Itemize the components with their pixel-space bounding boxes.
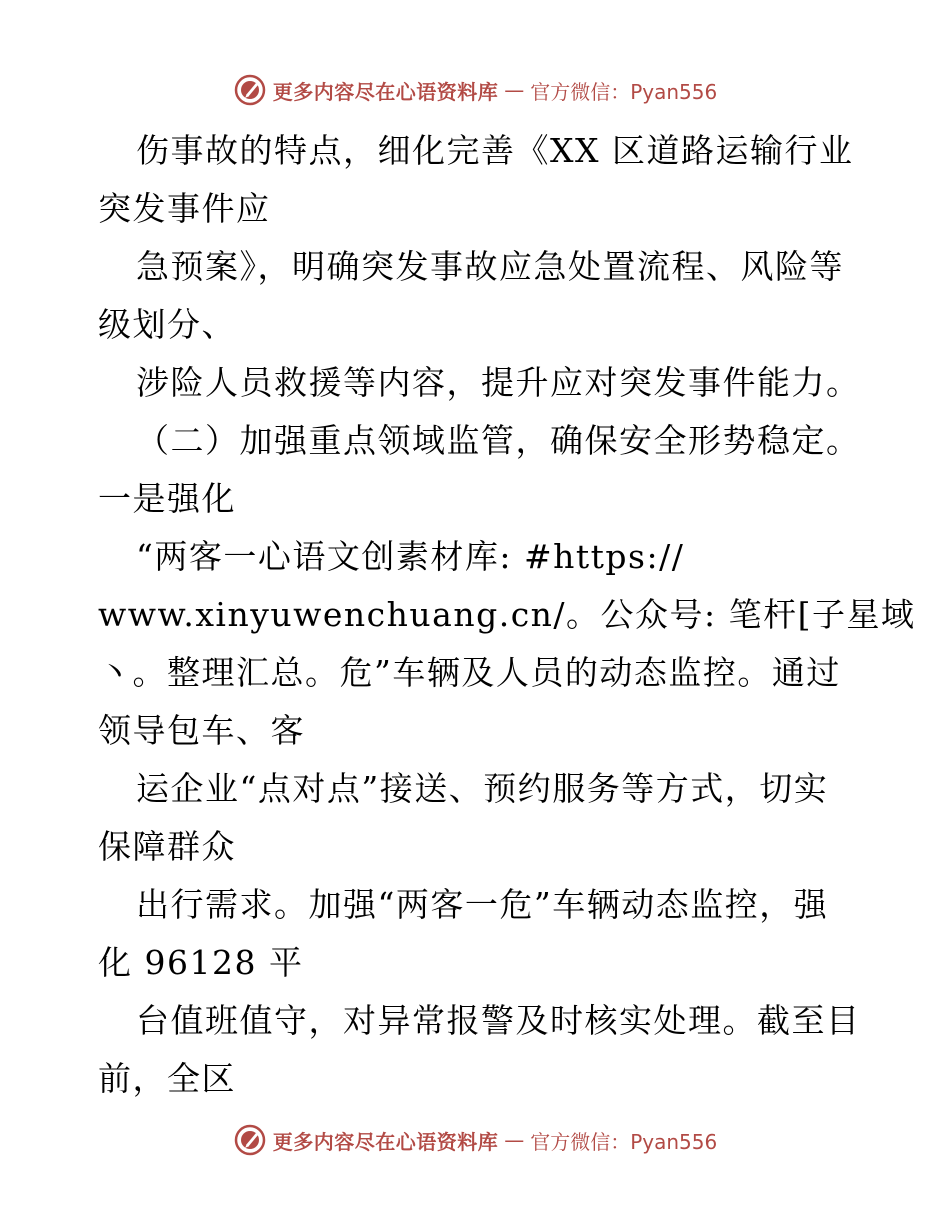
text-line: 涉险人员救援等内容，提升应对突发事件能力。 (136, 363, 861, 402)
text-line: 领导包车、客 (98, 711, 305, 750)
pen-nib-logo-icon (233, 1123, 267, 1157)
text-line: 级划分、 (98, 305, 236, 344)
document-body (98, 122, 916, 1108)
banner-contact: 官方微信：Pyan556 (530, 1129, 718, 1154)
footer-banner (0, 1120, 950, 1160)
text-line: 一是强化 (98, 479, 236, 518)
text-line: “两客一心语文创素材库: #https:// (136, 537, 685, 576)
text-line: 运企业“点对点”接送、预约服务等方式，切实 (136, 769, 829, 808)
text-line: 前，全区 (98, 1059, 236, 1098)
banner-separator: — (504, 78, 525, 102)
text-line: 伤事故的特点，细化完善《XX 区道路运输行业 (136, 131, 854, 170)
banner-contact: 官方微信：Pyan556 (530, 79, 718, 104)
section-heading-line: （二）加强重点领域监管，确保安全形势稳定。 (136, 421, 861, 460)
text-line: www.xinyuwenchuang.cn/。公众号: 笔杆[子星域 (98, 595, 916, 634)
banner-separator: — (504, 1128, 525, 1152)
text-line: 突发事件应 (98, 189, 271, 228)
text-line: 保障群众 (98, 827, 236, 866)
text-line: 丶。整理汇总。危”车辆及人员的动态监控。通过 (98, 653, 841, 692)
text-line: 出行需求。加强“两客一危”车辆动态监控，强 (136, 885, 829, 924)
pen-nib-logo-icon (233, 73, 267, 107)
text-line: 台值班值守，对异常报警及时核实处理。截至目 (136, 1001, 861, 1040)
text-line: 急预案》，明确突发事故应急处置流程、风险等 (136, 247, 844, 286)
header-banner (0, 70, 950, 110)
banner-title: 更多内容尽在心语资料库 (272, 1129, 499, 1154)
text-line: 化 96128 平 (98, 943, 304, 982)
banner-title: 更多内容尽在心语资料库 (272, 79, 499, 104)
